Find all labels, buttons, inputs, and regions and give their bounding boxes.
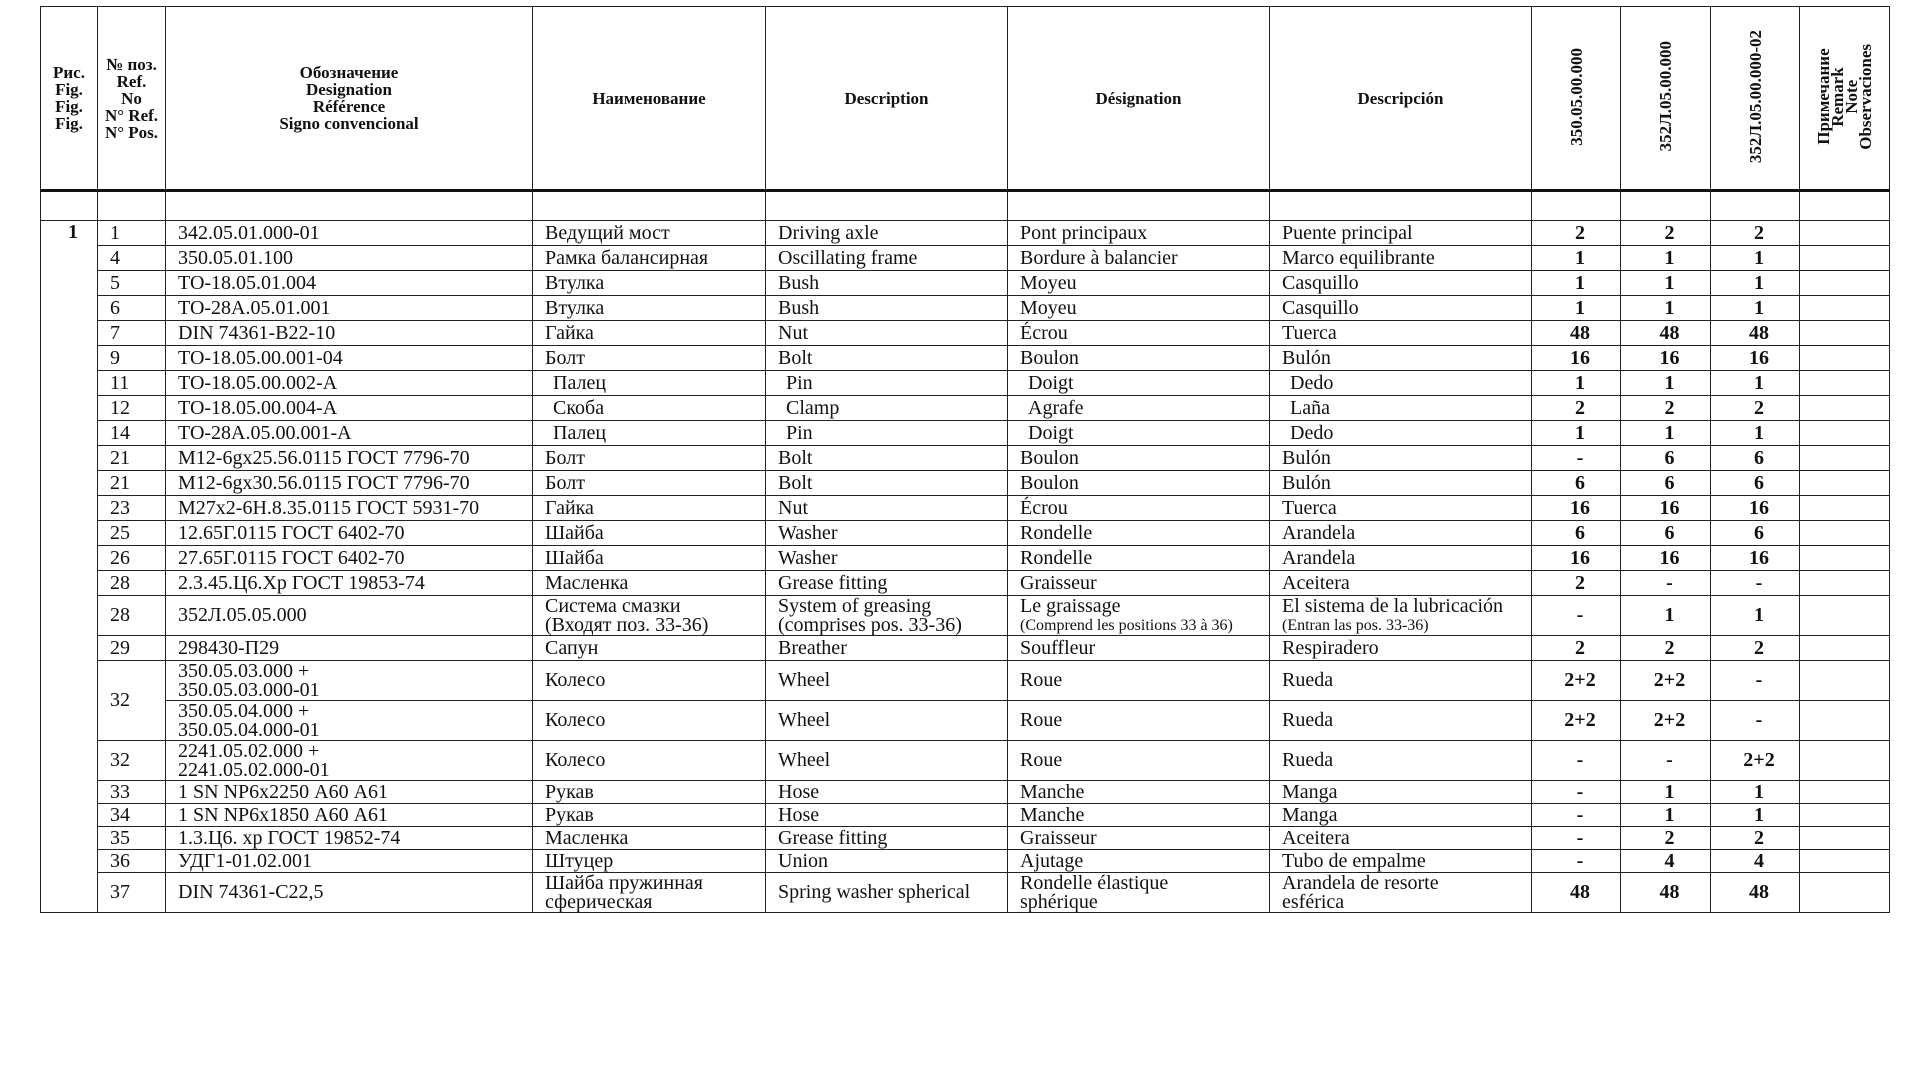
table-row bbox=[41, 701, 1890, 741]
remark bbox=[1800, 471, 1890, 496]
qty-352l: 1 bbox=[1621, 271, 1711, 296]
remark bbox=[1800, 781, 1890, 804]
description-es: Casquillo bbox=[1270, 296, 1532, 321]
table-row bbox=[41, 471, 1890, 496]
ref-number: 37 bbox=[98, 873, 166, 913]
qty-352l-02: 1 bbox=[1711, 246, 1800, 271]
part-designation: УДГ1-01.02.001 bbox=[166, 850, 533, 873]
part-designation: М12-6gх25.56.0115 ГОСТ 7796-70 bbox=[166, 446, 533, 471]
qty-350: - bbox=[1532, 596, 1621, 636]
table-row bbox=[41, 827, 1890, 850]
description-en: Clamp bbox=[766, 396, 1008, 421]
ref-number: 7 bbox=[98, 321, 166, 346]
ref-number: 1 bbox=[98, 221, 166, 246]
header-ref: № поз. Ref. No N° Ref. N° Pos. bbox=[98, 7, 166, 191]
header-designation: Обозначение Designation Référence Signo convencional bbox=[166, 7, 533, 191]
qty-350: - bbox=[1532, 827, 1621, 850]
header-description-es: Descripción bbox=[1270, 7, 1532, 191]
ref-number: 33 bbox=[98, 781, 166, 804]
qty-352l: 48 bbox=[1621, 321, 1711, 346]
designation-fr: Ajutage bbox=[1008, 850, 1270, 873]
header-model-352l-02: 352Л.05.00.000-02 bbox=[1711, 7, 1800, 191]
qty-352l-02: 1 bbox=[1711, 296, 1800, 321]
designation-fr: Pont principaux bbox=[1008, 221, 1270, 246]
part-designation: 298430-П29 bbox=[166, 636, 533, 661]
qty-352l-02: 6 bbox=[1711, 446, 1800, 471]
description-en: Grease fitting bbox=[766, 827, 1008, 850]
ref-number: 32 bbox=[98, 661, 166, 741]
ref-number: 26 bbox=[98, 546, 166, 571]
description-en: Nut bbox=[766, 496, 1008, 521]
ref-number: 28 bbox=[98, 571, 166, 596]
qty-352l: 16 bbox=[1621, 496, 1711, 521]
part-name-ru: Колесо bbox=[533, 661, 766, 701]
table-row bbox=[41, 246, 1890, 271]
description-es: Bulón bbox=[1270, 346, 1532, 371]
table-row bbox=[41, 421, 1890, 446]
qty-352l: 1 bbox=[1621, 596, 1711, 636]
description-es: Marco equilibrante bbox=[1270, 246, 1532, 271]
designation-fr: Boulon bbox=[1008, 471, 1270, 496]
part-designation: DIN 74361-C22,5 bbox=[166, 873, 533, 913]
ref-number: 32 bbox=[98, 741, 166, 781]
qty-350: 16 bbox=[1532, 346, 1621, 371]
qty-352l-02: 4 bbox=[1711, 850, 1800, 873]
table-row bbox=[41, 661, 1890, 701]
ref-number: 25 bbox=[98, 521, 166, 546]
table-row bbox=[41, 396, 1890, 421]
table-row bbox=[41, 741, 1890, 781]
ref-number: 6 bbox=[98, 296, 166, 321]
part-designation: 350.05.03.000 + 350.05.03.000-01 bbox=[166, 661, 533, 701]
qty-352l: 48 bbox=[1621, 873, 1711, 913]
designation-fr: Doigt bbox=[1008, 421, 1270, 446]
part-name-ru: Колесо bbox=[533, 741, 766, 781]
part-designation: 352Л.05.05.000 bbox=[166, 596, 533, 636]
description-en: Hose bbox=[766, 781, 1008, 804]
qty-352l-02: 1 bbox=[1711, 421, 1800, 446]
qty-352l-02: 1 bbox=[1711, 596, 1800, 636]
part-designation: 350.05.01.100 bbox=[166, 246, 533, 271]
qty-350: 1 bbox=[1532, 421, 1621, 446]
description-en: Driving axle bbox=[766, 221, 1008, 246]
description-es: Casquillo bbox=[1270, 271, 1532, 296]
description-es: Laña bbox=[1270, 396, 1532, 421]
part-designation: 342.05.01.000-01 bbox=[166, 221, 533, 246]
qty-350: - bbox=[1532, 781, 1621, 804]
ref-number: 21 bbox=[98, 471, 166, 496]
designation-fr: Roue bbox=[1008, 661, 1270, 701]
qty-352l: 2 bbox=[1621, 827, 1711, 850]
remark bbox=[1800, 396, 1890, 421]
qty-352l: - bbox=[1621, 571, 1711, 596]
ref-number: 5 bbox=[98, 271, 166, 296]
description-en: Hose bbox=[766, 804, 1008, 827]
designation-fr: Bordure à balancier bbox=[1008, 246, 1270, 271]
part-designation: ТО-18.05.00.004-А bbox=[166, 396, 533, 421]
part-name-ru: Рукав bbox=[533, 781, 766, 804]
description-es: Rueda bbox=[1270, 741, 1532, 781]
remark bbox=[1800, 636, 1890, 661]
qty-352l-02: 2 bbox=[1711, 827, 1800, 850]
remark bbox=[1800, 873, 1890, 913]
part-designation: 1 SN NP6х2250 А60 А61 bbox=[166, 781, 533, 804]
table-row bbox=[41, 571, 1890, 596]
part-designation: 27.65Г.0115 ГОСТ 6402-70 bbox=[166, 546, 533, 571]
remark bbox=[1800, 850, 1890, 873]
part-designation: ТО-28А.05.00.001-А bbox=[166, 421, 533, 446]
qty-352l-02: 2+2 bbox=[1711, 741, 1800, 781]
qty-352l: 2 bbox=[1621, 221, 1711, 246]
designation-fr: Graisseur bbox=[1008, 571, 1270, 596]
designation-fr: Moyeu bbox=[1008, 296, 1270, 321]
designation-fr: Rondelle bbox=[1008, 521, 1270, 546]
designation-fr: Boulon bbox=[1008, 446, 1270, 471]
description-es: Arandela de resorte esférica bbox=[1270, 873, 1532, 913]
designation-fr: Manche bbox=[1008, 781, 1270, 804]
part-designation: 2241.05.02.000 + 2241.05.02.000-01 bbox=[166, 741, 533, 781]
qty-352l: 2+2 bbox=[1621, 701, 1711, 741]
part-name-ru: Шайба bbox=[533, 521, 766, 546]
remark bbox=[1800, 446, 1890, 471]
table-row bbox=[41, 321, 1890, 346]
qty-352l: 6 bbox=[1621, 446, 1711, 471]
part-name-ru: Рукав bbox=[533, 804, 766, 827]
part-name-ru: Гайка bbox=[533, 321, 766, 346]
description-en: Washer bbox=[766, 546, 1008, 571]
part-designation: 2.3.45.Ц6.Хр ГОСТ 19853-74 bbox=[166, 571, 533, 596]
table-row bbox=[41, 521, 1890, 546]
remark bbox=[1800, 421, 1890, 446]
ref-number: 9 bbox=[98, 346, 166, 371]
qty-350: - bbox=[1532, 446, 1621, 471]
qty-352l: 1 bbox=[1621, 371, 1711, 396]
ref-number: 34 bbox=[98, 804, 166, 827]
qty-350: 1 bbox=[1532, 296, 1621, 321]
part-name-ru: Система смазки (Входят поз. 33-36) bbox=[533, 596, 766, 636]
qty-350: - bbox=[1532, 804, 1621, 827]
figure-number: 1 bbox=[41, 221, 98, 913]
part-name-ru: Шайба bbox=[533, 546, 766, 571]
remark bbox=[1800, 346, 1890, 371]
part-name-ru: Штуцер bbox=[533, 850, 766, 873]
ref-number: 11 bbox=[98, 371, 166, 396]
table-row bbox=[41, 596, 1890, 636]
part-designation: ТО-18.05.00.001-04 bbox=[166, 346, 533, 371]
remark bbox=[1800, 804, 1890, 827]
qty-352l-02: 1 bbox=[1711, 371, 1800, 396]
description-en: Washer bbox=[766, 521, 1008, 546]
qty-350: 16 bbox=[1532, 496, 1621, 521]
description-en: Grease fitting bbox=[766, 571, 1008, 596]
ref-number: 23 bbox=[98, 496, 166, 521]
part-designation: 1.3.Ц6. хр ГОСТ 19852-74 bbox=[166, 827, 533, 850]
description-en: Pin bbox=[766, 421, 1008, 446]
qty-350: - bbox=[1532, 850, 1621, 873]
description-es: Puente principal bbox=[1270, 221, 1532, 246]
description-es: Dedo bbox=[1270, 421, 1532, 446]
ref-number: 12 bbox=[98, 396, 166, 421]
part-name-ru: Палец bbox=[533, 371, 766, 396]
part-name-ru: Сапун bbox=[533, 636, 766, 661]
table-row bbox=[41, 546, 1890, 571]
description-es: Arandela bbox=[1270, 546, 1532, 571]
ref-number: 4 bbox=[98, 246, 166, 271]
qty-352l-02: - bbox=[1711, 571, 1800, 596]
description-en: Wheel bbox=[766, 661, 1008, 701]
qty-352l: 1 bbox=[1621, 421, 1711, 446]
qty-352l: 1 bbox=[1621, 296, 1711, 321]
ref-number: 28 bbox=[98, 596, 166, 636]
designation-fr: Rondelle bbox=[1008, 546, 1270, 571]
part-name-ru: Масленка bbox=[533, 827, 766, 850]
description-en: Union bbox=[766, 850, 1008, 873]
qty-350: 6 bbox=[1532, 471, 1621, 496]
remark bbox=[1800, 371, 1890, 396]
remark bbox=[1800, 321, 1890, 346]
part-designation: 350.05.04.000 + 350.05.04.000-01 bbox=[166, 701, 533, 741]
designation-fr: Moyeu bbox=[1008, 271, 1270, 296]
part-name-ru: Шайба пружинная сферическая bbox=[533, 873, 766, 913]
part-name-ru: Рамка балансирная bbox=[533, 246, 766, 271]
description-en: Bolt bbox=[766, 346, 1008, 371]
remark bbox=[1800, 546, 1890, 571]
description-en: Wheel bbox=[766, 741, 1008, 781]
qty-350: 2 bbox=[1532, 636, 1621, 661]
header-designation-fr: Désignation bbox=[1008, 7, 1270, 191]
header-model-350: 350.05.00.000 bbox=[1532, 7, 1621, 191]
description-en: System of greasing (comprises pos. 33-36) bbox=[766, 596, 1008, 636]
description-es: Tubo de empalme bbox=[1270, 850, 1532, 873]
description-es: Rueda bbox=[1270, 701, 1532, 741]
table-row bbox=[41, 873, 1890, 913]
part-designation: М12-6gх30.56.0115 ГОСТ 7796-70 bbox=[166, 471, 533, 496]
description-en: Bush bbox=[766, 271, 1008, 296]
description-es: Aceitera bbox=[1270, 827, 1532, 850]
qty-352l: 16 bbox=[1621, 346, 1711, 371]
remark bbox=[1800, 827, 1890, 850]
qty-350: 1 bbox=[1532, 271, 1621, 296]
designation-fr: Doigt bbox=[1008, 371, 1270, 396]
parts-table bbox=[40, 6, 1890, 913]
remark bbox=[1800, 271, 1890, 296]
part-designation: ТО-28А.05.01.001 bbox=[166, 296, 533, 321]
ref-number: 21 bbox=[98, 446, 166, 471]
qty-350: 2 bbox=[1532, 221, 1621, 246]
part-name-ru: Болт bbox=[533, 471, 766, 496]
description-en: Pin bbox=[766, 371, 1008, 396]
designation-fr: Manche bbox=[1008, 804, 1270, 827]
table-row bbox=[41, 221, 1890, 246]
qty-352l: 2 bbox=[1621, 396, 1711, 421]
qty-352l-02: 2 bbox=[1711, 396, 1800, 421]
qty-352l: 6 bbox=[1621, 471, 1711, 496]
qty-352l-02: 1 bbox=[1711, 271, 1800, 296]
description-es: Bulón bbox=[1270, 446, 1532, 471]
qty-352l-02: 2 bbox=[1711, 221, 1800, 246]
table-row bbox=[41, 271, 1890, 296]
qty-350: 2 bbox=[1532, 571, 1621, 596]
qty-352l-02: 16 bbox=[1711, 496, 1800, 521]
description-es: Dedo bbox=[1270, 371, 1532, 396]
qty-350: 48 bbox=[1532, 873, 1621, 913]
qty-352l-02: 2 bbox=[1711, 636, 1800, 661]
qty-352l-02: 48 bbox=[1711, 873, 1800, 913]
qty-352l-02: 16 bbox=[1711, 546, 1800, 571]
remark bbox=[1800, 296, 1890, 321]
qty-350: 1 bbox=[1532, 371, 1621, 396]
table-row bbox=[41, 496, 1890, 521]
qty-352l: 4 bbox=[1621, 850, 1711, 873]
qty-350: 6 bbox=[1532, 521, 1621, 546]
part-name-ru: Гайка bbox=[533, 496, 766, 521]
table-row bbox=[41, 804, 1890, 827]
table-row bbox=[41, 346, 1890, 371]
qty-352l: - bbox=[1621, 741, 1711, 781]
description-es: Rueda bbox=[1270, 661, 1532, 701]
designation-fr: Le graissage (Comprend les positions 33 à 36) bbox=[1008, 596, 1270, 636]
remark bbox=[1800, 741, 1890, 781]
qty-352l-02: 1 bbox=[1711, 781, 1800, 804]
parts-table-body bbox=[41, 191, 1890, 913]
qty-352l: 2 bbox=[1621, 636, 1711, 661]
description-en: Bush bbox=[766, 296, 1008, 321]
description-es: Manga bbox=[1270, 781, 1532, 804]
designation-fr: Écrou bbox=[1008, 496, 1270, 521]
table-row bbox=[41, 371, 1890, 396]
qty-352l: 1 bbox=[1621, 246, 1711, 271]
description-es: Bulón bbox=[1270, 471, 1532, 496]
part-name-ru: Болт bbox=[533, 446, 766, 471]
qty-352l-02: 48 bbox=[1711, 321, 1800, 346]
table-row bbox=[41, 850, 1890, 873]
description-en: Bolt bbox=[766, 471, 1008, 496]
qty-352l-02: - bbox=[1711, 701, 1800, 741]
qty-352l: 1 bbox=[1621, 804, 1711, 827]
designation-fr: Agrafe bbox=[1008, 396, 1270, 421]
qty-350: 16 bbox=[1532, 546, 1621, 571]
part-designation: М27х2-6Н.8.35.0115 ГОСТ 5931-70 bbox=[166, 496, 533, 521]
description-es: Aceitera bbox=[1270, 571, 1532, 596]
qty-352l-02: 16 bbox=[1711, 346, 1800, 371]
table-row bbox=[41, 781, 1890, 804]
remark bbox=[1800, 496, 1890, 521]
table-row bbox=[41, 446, 1890, 471]
part-designation: DIN 74361-B22-10 bbox=[166, 321, 533, 346]
qty-352l-02: 6 bbox=[1711, 521, 1800, 546]
description-es: Manga bbox=[1270, 804, 1532, 827]
designation-fr: Graisseur bbox=[1008, 827, 1270, 850]
qty-350: - bbox=[1532, 741, 1621, 781]
qty-350: 1 bbox=[1532, 246, 1621, 271]
designation-fr: Écrou bbox=[1008, 321, 1270, 346]
table-row bbox=[41, 636, 1890, 661]
header-row bbox=[41, 7, 1890, 191]
qty-350: 2+2 bbox=[1532, 701, 1621, 741]
ref-number: 35 bbox=[98, 827, 166, 850]
ref-number: 14 bbox=[98, 421, 166, 446]
part-designation: 1 SN NP6х1850 А60 А61 bbox=[166, 804, 533, 827]
part-name-ru: Втулка bbox=[533, 296, 766, 321]
part-name-ru: Втулка bbox=[533, 271, 766, 296]
remark bbox=[1800, 571, 1890, 596]
description-en: Spring washer spherical bbox=[766, 873, 1008, 913]
remark bbox=[1800, 521, 1890, 546]
table-row bbox=[41, 296, 1890, 321]
header-remarks: Примечание Remark Note Observaciones bbox=[1800, 7, 1890, 191]
part-name-ru: Колесо bbox=[533, 701, 766, 741]
qty-350: 48 bbox=[1532, 321, 1621, 346]
part-name-ru: Палец bbox=[533, 421, 766, 446]
description-en: Bolt bbox=[766, 446, 1008, 471]
designation-fr: Roue bbox=[1008, 701, 1270, 741]
part-designation: ТО-18.05.01.004 bbox=[166, 271, 533, 296]
description-en: Wheel bbox=[766, 701, 1008, 741]
ref-number: 36 bbox=[98, 850, 166, 873]
designation-fr: Boulon bbox=[1008, 346, 1270, 371]
qty-352l: 1 bbox=[1621, 781, 1711, 804]
qty-350: 2+2 bbox=[1532, 661, 1621, 701]
ref-number: 29 bbox=[98, 636, 166, 661]
spacer-row bbox=[41, 191, 1890, 221]
qty-350: 2 bbox=[1532, 396, 1621, 421]
designation-fr: Rondelle élastique sphérique bbox=[1008, 873, 1270, 913]
header-model-352l: 352Л.05.00.000 bbox=[1621, 7, 1711, 191]
description-en: Oscillating frame bbox=[766, 246, 1008, 271]
description-es: Arandela bbox=[1270, 521, 1532, 546]
description-es: Respiradero bbox=[1270, 636, 1532, 661]
header-fig: Рис. Fig. Fig. Fig. bbox=[41, 7, 98, 191]
qty-352l-02: - bbox=[1711, 661, 1800, 701]
description-en: Breather bbox=[766, 636, 1008, 661]
header-description-en: Description bbox=[766, 7, 1008, 191]
qty-352l-02: 6 bbox=[1711, 471, 1800, 496]
designation-fr: Roue bbox=[1008, 741, 1270, 781]
header-name-ru: Наименование bbox=[533, 7, 766, 191]
part-designation: 12.65Г.0115 ГОСТ 6402-70 bbox=[166, 521, 533, 546]
part-name-ru: Скоба bbox=[533, 396, 766, 421]
description-es: Tuerca bbox=[1270, 496, 1532, 521]
remark bbox=[1800, 246, 1890, 271]
remark bbox=[1800, 221, 1890, 246]
qty-352l: 2+2 bbox=[1621, 661, 1711, 701]
remark bbox=[1800, 701, 1890, 741]
part-name-ru: Ведущий мост bbox=[533, 221, 766, 246]
part-name-ru: Масленка bbox=[533, 571, 766, 596]
part-name-ru: Болт bbox=[533, 346, 766, 371]
part-designation: ТО-18.05.00.002-А bbox=[166, 371, 533, 396]
description-es: Tuerca bbox=[1270, 321, 1532, 346]
description-en: Nut bbox=[766, 321, 1008, 346]
qty-352l: 6 bbox=[1621, 521, 1711, 546]
qty-352l: 16 bbox=[1621, 546, 1711, 571]
remark bbox=[1800, 596, 1890, 636]
description-es: El sistema de la lubricación (Entran las pos. 33-36) bbox=[1270, 596, 1532, 636]
remark bbox=[1800, 661, 1890, 701]
designation-fr: Souffleur bbox=[1008, 636, 1270, 661]
qty-352l-02: 1 bbox=[1711, 804, 1800, 827]
